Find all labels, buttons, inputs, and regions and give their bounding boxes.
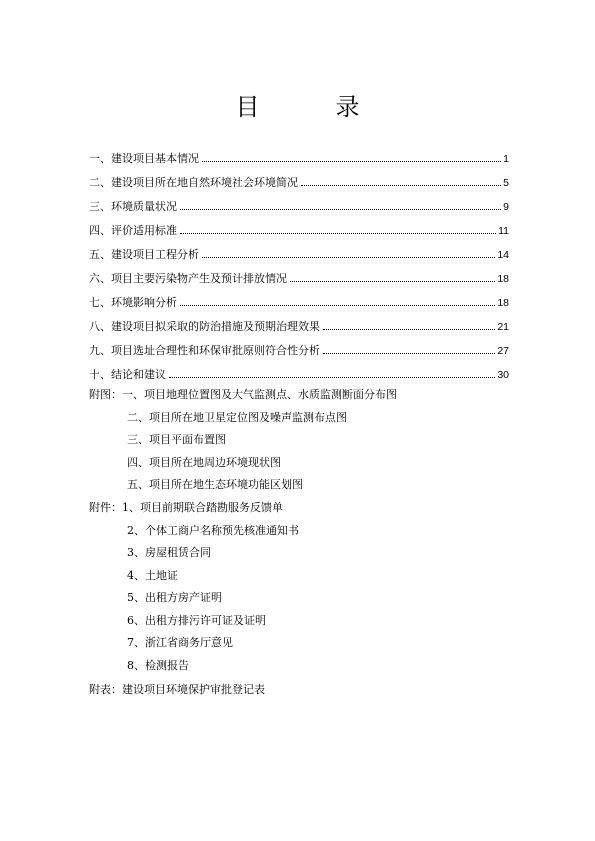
toc-entry-label: 一、建设项目基本情况 (89, 152, 199, 165)
figure-item (89, 452, 509, 475)
attachment-item (89, 497, 509, 520)
toc-entry[interactable] (89, 222, 509, 246)
toc-entry[interactable] (89, 342, 509, 366)
attachment-item-label: 8、检测报告 (127, 658, 189, 672)
toc-leader-dots (290, 280, 495, 282)
figure-item (89, 384, 509, 407)
toc-entry[interactable] (89, 174, 509, 198)
toc-leader-dots (169, 376, 495, 378)
attachment-item (89, 655, 509, 678)
toc-leader-dots (180, 304, 495, 306)
toc-entry-page: 9 (503, 201, 509, 213)
toc-entry-label: 五、建设项目工程分析 (89, 248, 199, 261)
toc-entry-label: 二、建设项目所在地自然环境社会环境简况 (89, 176, 298, 189)
attachment-item-label: 3、房屋租赁合同 (127, 546, 211, 559)
attachment-item (89, 632, 509, 655)
toc-entry-page: 18 (497, 273, 509, 285)
toc-leader-dots (202, 160, 501, 162)
toc-leader-dots (180, 208, 501, 210)
toc-entry-label: 九、项目选址合理性和环保审批原则符合性分析 (89, 344, 320, 357)
toc-entry-page: 1 (503, 153, 509, 165)
attachments-heading: 附件： (89, 501, 122, 514)
toc-entry[interactable] (89, 294, 509, 318)
toc-entry[interactable] (89, 318, 509, 342)
toc-entry[interactable] (89, 270, 509, 294)
toc-entry-page: 30 (497, 369, 509, 381)
toc-leader-dots (180, 232, 496, 234)
toc-entry[interactable] (89, 150, 509, 174)
figures-list (89, 384, 509, 497)
toc-entry-page: 21 (497, 321, 509, 333)
toc-leader-dots (202, 256, 495, 258)
figure-item (89, 407, 509, 430)
toc-entry-page: 27 (497, 345, 509, 357)
attachments-list (89, 497, 509, 677)
attachment-item-label: 4、土地证 (127, 568, 178, 582)
toc-entry-label: 十、结论和建议 (89, 368, 166, 381)
toc-entry-page: 14 (497, 249, 509, 261)
attachment-item-label: 1、项目前期联合踏勘服务反馈单 (122, 501, 283, 514)
toc-entry-label: 四、评价适用标准 (89, 224, 177, 237)
table-note-line: 附表：建设项目环境保护审批登记表 (89, 683, 265, 696)
table-of-contents (89, 150, 509, 390)
figure-item-label: 五、项目所在地生态环境功能区划图 (127, 478, 303, 491)
figure-item (89, 474, 509, 497)
toc-entry-label: 八、建设项目拟采取的防治措施及预期治理效果 (89, 320, 320, 333)
toc-entry[interactable] (89, 198, 509, 222)
toc-entry-label: 七、环境影响分析 (89, 296, 177, 309)
attachment-item (89, 610, 509, 633)
figure-item-label: 二、项目所在地卫星定位图及噪声监测布点图 (127, 410, 347, 424)
toc-entry[interactable] (89, 246, 509, 270)
attachment-item-label: 6、出租方排污许可证及证明 (127, 613, 266, 627)
attachment-item (89, 542, 509, 565)
attachment-item-label: 7、浙江省商务厅意见 (127, 636, 233, 649)
attachment-item (89, 565, 509, 588)
attachment-item (89, 520, 509, 543)
attachment-item-label: 2、个体工商户名称预先核准通知书 (127, 523, 299, 537)
page-title: 目 录 (235, 93, 386, 121)
toc-entry-page: 18 (497, 297, 509, 309)
toc-leader-dots (301, 184, 501, 186)
toc-entry-label: 六、项目主要污染物产生及预计排放情况 (89, 272, 287, 285)
toc-entry-page: 5 (503, 177, 509, 189)
appendix-table-note (89, 679, 509, 702)
toc-leader-dots (323, 328, 495, 330)
figure-item-label: 一、项目地理位置图及大气监测点、水质监测断面分布图 (122, 388, 397, 401)
toc-leader-dots (323, 352, 495, 354)
attachment-item (89, 587, 509, 610)
toc-entry-label: 三、环境质量状况 (89, 200, 177, 213)
figures-heading: 附图： (89, 388, 122, 401)
attachment-item-label: 5、出租方房产证明 (127, 591, 222, 604)
figure-item-label: 三、项目平面布置图 (127, 433, 226, 446)
toc-entry-page: 11 (498, 225, 509, 237)
figure-item (89, 429, 509, 452)
figure-item-label: 四、项目所在地周边环境现状图 (127, 455, 281, 469)
